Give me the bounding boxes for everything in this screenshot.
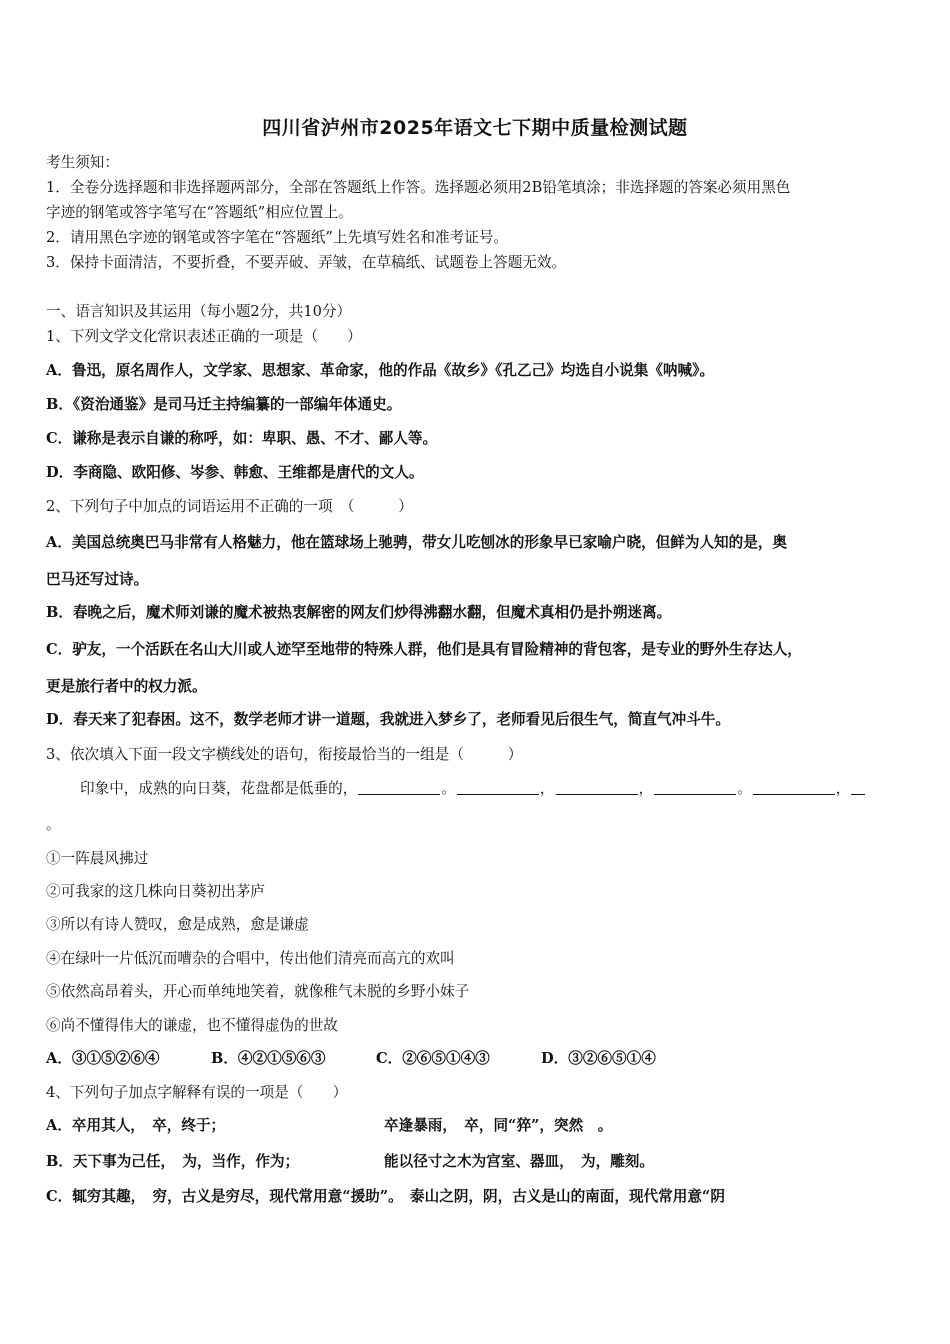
- q2-stem: 2、下列句子中加点的词语运用不正确的一项 （ ）: [46, 498, 413, 515]
- q3-blank-4[interactable]: [654, 780, 736, 795]
- page-title: 四川省泸州市2025年语文七下期中质量检测试题: [262, 117, 688, 139]
- q4-option-b-right: 能以径寸之木为宫室、器皿， 为，雕刻。: [384, 1153, 654, 1170]
- notice-item-1-cont: 字迹的钢笔或答字笔写在“答题纸”相应位置上。: [46, 204, 353, 221]
- q3-item-4: ④在绿叶一片低沉而嘈杂的合唱中，传出他们清亮而高亢的欢叫: [46, 950, 455, 967]
- notice-item-2: 2．请用黑色字迹的钢笔或答字笔在“答题纸”上先填写姓名和准考证号。: [46, 229, 509, 246]
- q4-option-a-right: 卒逢暴雨， 卒，同“猝”，突然 。: [384, 1117, 613, 1134]
- q4-option-c: C．辄穷其趣， 穷，古义是穷尽，现代常用意“援助”。 泰山之阴，阴，古义是山的南面，现代常用意“阴: [46, 1188, 725, 1205]
- q4-stem: 4、下列句子加点字解释有误的一项是（ ）: [46, 1084, 348, 1101]
- q3-item-3: ③所以有诗人赞叹，愈是成熟，愈是谦虚: [46, 916, 309, 933]
- q2-option-c-cont: 更是旅行者中的权力派。: [46, 678, 207, 695]
- q4-option-a-left: A．卒用其人， 卒，终于；: [46, 1117, 226, 1134]
- section-heading: 一、语言知识及其运用（每小题2分，共10分）: [46, 303, 352, 320]
- q3-sep-2: ，: [539, 780, 555, 797]
- q3-passage-end: 。: [46, 816, 61, 833]
- q1-option-d: D．李商隐、欧阳修、岑参、韩愈、王维都是唐代的文人。: [46, 464, 424, 481]
- q3-blank-6[interactable]: [851, 780, 865, 795]
- q3-sep-1: 。: [441, 780, 456, 797]
- q2-option-d: D．春天来了犯春困。这不，数学老师才讲一道题，我就进入梦乡了，老师看见后很生气，简直气冲斗牛。: [46, 711, 730, 728]
- q3-option-b[interactable]: B．④②①⑤⑥③: [211, 1050, 326, 1067]
- q3-item-6: ⑥尚不懂得伟大的谦虚，也不懂得虚伪的世故: [46, 1017, 338, 1034]
- q3-options: [46, 1049, 916, 1069]
- q3-blank-2[interactable]: [457, 780, 539, 795]
- q2-option-c: C．驴友，一个活跃在名山大川或人迹罕至地带的特殊人群，他们是具有冒险精神的背包客，是专业的野外生存达人，: [46, 641, 802, 658]
- q3-passage-start: 印象中，成熟的向日葵，花盘都是低垂的，: [80, 780, 358, 797]
- q3-blank-3[interactable]: [556, 780, 638, 795]
- q2-option-b: B．春晚之后，魔术师刘谦的魔术被热衷解密的网友们炒得沸翻水翻，但魔术真相仍是扑朔迷离。: [46, 604, 672, 621]
- q2-option-a-cont: 巴马还写过诗。: [46, 571, 149, 588]
- q1-option-a: A．鲁迅，原名周作人，文学家、思想家、革命家，他的作品《故乡》《孔乙己》均选自小说集《呐喊》。: [46, 362, 715, 379]
- q3-blank-1[interactable]: [358, 780, 440, 795]
- notice-heading: 考生须知：: [46, 154, 119, 171]
- q1-stem: 1、下列文学文化常识表述正确的一项是（ ）: [46, 328, 362, 345]
- q3-sep-4: 。: [737, 780, 752, 797]
- q2-option-a: A．美国总统奥巴马非常有人格魅力，他在篮球场上驰骋，带女儿吃刨冰的形象早已家喻户晓，但鲜为人知的是，奥: [46, 534, 788, 551]
- q3-sep-5: ，: [835, 780, 851, 797]
- q4-option-b: [46, 1152, 916, 1172]
- q3-stem: 3、依次填入下面一段文字横线处的语句，衔接最恰当的一组是（ ）: [46, 746, 523, 763]
- q4-option-a: [46, 1116, 916, 1136]
- q4-option-b-left: B．天下事为己任， 为，当作，作为；: [46, 1153, 300, 1170]
- q3-item-5: ⑤依然高昂着头，开心而单纯地笑着，就像稚气未脱的乡野小妹子: [46, 983, 470, 1000]
- q3-passage: [80, 779, 910, 799]
- q3-sep-3: ，: [638, 780, 654, 797]
- notice-item-3: 3．保持卡面清洁，不要折叠，不要弄破、弄皱，在草稿纸、试题卷上答题无效。: [46, 254, 567, 271]
- q3-option-a[interactable]: A．③①⑤②⑥④: [46, 1050, 160, 1067]
- q3-option-c[interactable]: C．②⑥⑤①④③: [376, 1050, 490, 1067]
- q3-item-2: ②可我家的这几株向日葵初出茅庐: [46, 883, 265, 900]
- q1-option-b: B．《资治通鉴》是司马迁主持编纂的一部编年体通史。: [46, 396, 402, 413]
- q3-option-d[interactable]: D．③②⑥⑤①④: [541, 1050, 656, 1067]
- q3-blank-5[interactable]: [753, 780, 835, 795]
- notice-item-1: 1．全卷分选择题和非选择题两部分，全部在答题纸上作答。选择题必须用2B铅笔填涂；非选择题的答案必须用黑色: [46, 179, 791, 196]
- q1-option-c: C．谦称是表示自谦的称呼，如：卑职、愚、不才、鄙人等。: [46, 430, 438, 447]
- q3-item-1: ①一阵晨风拂过: [46, 850, 149, 867]
